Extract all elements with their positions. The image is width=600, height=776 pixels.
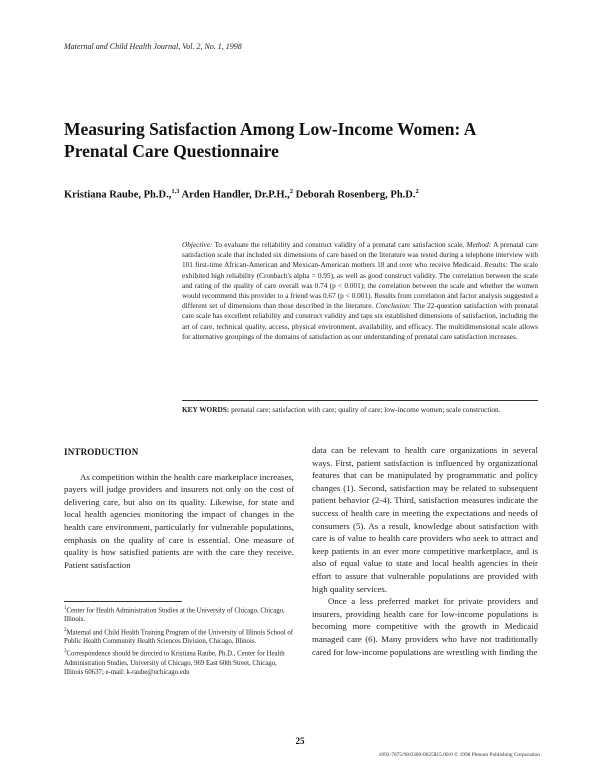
abstract-objective-label: Objective: [182, 240, 213, 249]
author-name: Arden Handler, Dr.P.H., [181, 189, 290, 201]
footnote-text: Correspondence should be directed to Kristiana Raube, Ph.D., Center for Health Administration Studies, University of Chicago, 969 East 60th Street, Chicago, Illinois 60637; e-mail: k-raube@uchicago.edu [64, 650, 285, 677]
footnote [64, 626, 296, 647]
footnotes [64, 604, 296, 678]
footnote-divider [64, 601, 182, 602]
footnote-text: Center for Health Administration Studies at the University of Chicago, Chicago, Illinois. [64, 607, 285, 624]
abstract-results-label: Results: [484, 260, 508, 270]
author-affiliation-mark: 2 [415, 188, 419, 195]
author-affiliation-mark: 2 [289, 188, 293, 195]
body-column-right [312, 444, 538, 658]
body-column-left [64, 446, 294, 571]
article-title: Measuring Satisfaction Among Low-Income Women: A Prenatal Care Questionnaire [64, 119, 476, 161]
footnote-text: Maternal and Child Health Training Program of the University of Illinois School of Public Health Community Health Sciences Division, Chicago, Illinois. [64, 628, 294, 646]
footnote [64, 604, 296, 625]
keywords-label: KEY WORDS: [182, 405, 230, 414]
abstract-method-label: Method: [466, 240, 492, 249]
author-name: Deborah Rosenberg, Ph.D. [295, 189, 416, 201]
page-number: 25 [295, 736, 305, 746]
keywords [182, 405, 538, 415]
abstract-results-text: The scale exhibited high reliability (Cronbach's alpha = 0.95), as well as good construct validity. The correlation between the scale and rating of the quality of care overall was 0.74 (p < 0.001); the correlation between the scale and whether the women would recommend this provider to a friend was 0.67 (p < 0.001). Results from correlation and factor analysis suggested a different set of dimensions than those described in the literature. [182, 260, 538, 311]
footnote-mark: 2 [64, 627, 67, 633]
abstract-objective-text: To evaluate the reliability and construct validity of a prenatal care satisfaction scale. [214, 240, 465, 249]
body-paragraph: Once a less preferred market for private providers and insurers, providing health care for low-income populations is becoming more competitive with the growth in Medicaid managed care (6). Many providers who have not traditionally cared for low-income populations are wrestling with finding the [312, 596, 538, 657]
publisher-line: 1092-7875/98/0300-0025$15.00/0 © 1998 Plenum Publishing Corporation [378, 752, 540, 758]
author-list [64, 188, 544, 201]
keywords-text: prenatal care; satisfaction with care; quality of care; low-income women; scale construction. [231, 405, 501, 414]
abstract-conclusion-label: Conclusion: [375, 301, 412, 311]
keywords-divider [182, 400, 538, 401]
abstract-method-text: A prenatal care satisfaction scale that included six dimensions of care based on the literature was tested during a telephone interview with 101 first-time African-American and Mexican-American mothers 18 and over who receive Medicaid. [182, 240, 538, 270]
abstract [182, 240, 538, 342]
body-paragraph: As competition within the health care marketplace increases, payers will judge providers and insurers not only on the cost of delivering care, but also on its quality. Likewise, for state and local health agencies monitoring the impact of changes in the health care environment, particularly for vulnerable populations, emphasis on the quality of care is essential. One measure of quality is how satisfied patients are with the care they receive. Patient satisfaction [64, 471, 294, 570]
journal-header: Maternal and Child Health Journal, Vol. 2, No. 1, 1998 [64, 42, 242, 51]
footnote-mark: 3 [64, 649, 67, 655]
body-paragraph: data can be relevant to health care organizations in several ways. First, patient satisfaction is influenced by organizational features that can be manipulated by programmatic and policy changes (1). Second, satisfaction may be related to subsequent patient behavior (2-4). Third, satisfaction measures indicate the success of health care in meeting the expectations and needs of consumers (5). As a result, knowledge about satisfaction with care is of value to health care providers who seek to attract and keep patients in an ever more competitive marketplace, and is also of equal value to state and local health agencies in their effort to assure that vulnerable populations are provided with high quality services. [312, 445, 538, 594]
section-heading-introduction: INTRODUCTION [64, 447, 139, 457]
abstract-conclusion-text: The 22-question satisfaction with prenatal care scale has excellent reliability and construct validity and taps six established dimensions of satisfaction, including the art of care, technical quality, access, physical environment, availability, and efficacy. The multidimensional scale allows for alternative groupings of the domains of satisfaction as our understanding of prenatal care satisfaction increases. [182, 301, 538, 341]
author-name: Kristiana Raube, Ph.D., [64, 189, 172, 201]
author-affiliation-mark: 1,3 [171, 188, 180, 195]
footnote [64, 647, 296, 677]
footnote-mark: 1 [64, 606, 67, 611]
